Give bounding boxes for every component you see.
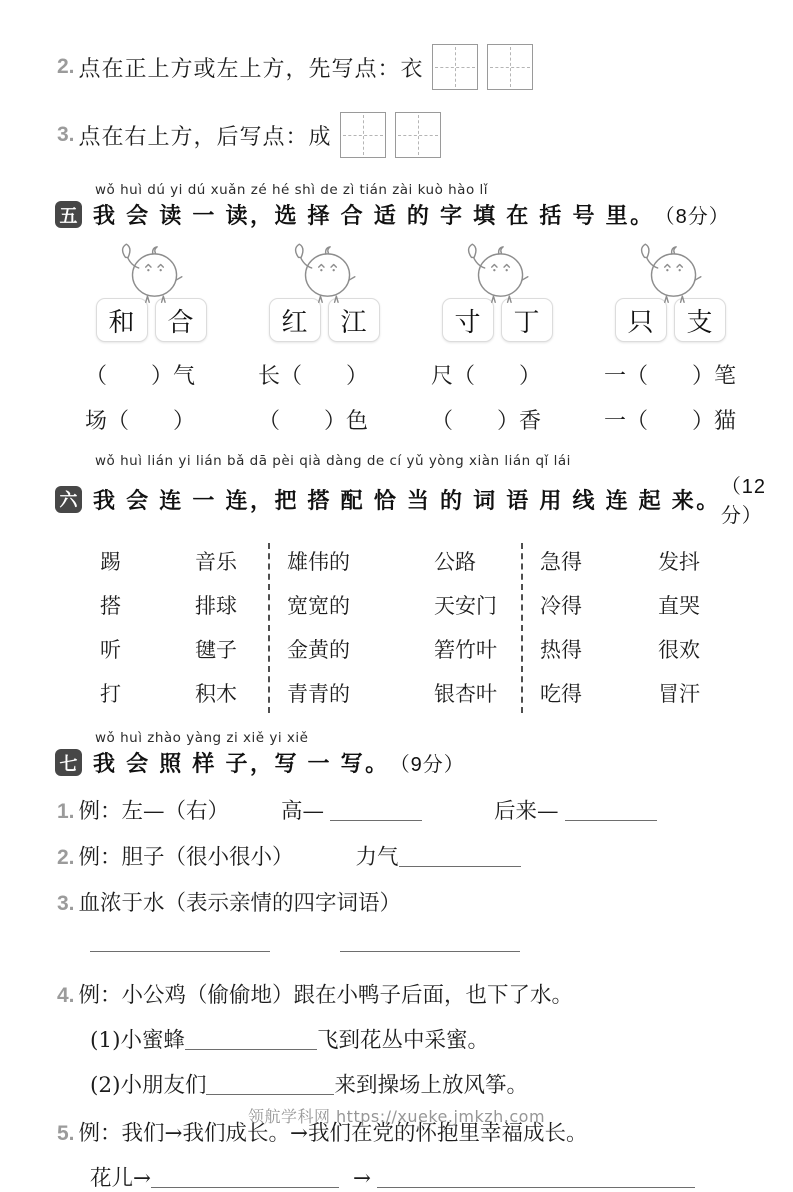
section-5-badge: 五 <box>55 201 82 228</box>
match-item[interactable]: 冷得 <box>540 594 582 618</box>
writing-grid-cell[interactable] <box>340 112 386 158</box>
match-item[interactable]: 音乐 <box>195 550 237 574</box>
item-number: 3. <box>57 123 75 146</box>
prompt-text: 后来— <box>494 799 559 824</box>
prompt-text: (1)小蜜蜂 <box>90 1028 185 1053</box>
fill-bracket-item[interactable]: （ ）气 <box>85 364 196 389</box>
character-card[interactable]: 江 <box>328 298 380 342</box>
match-item[interactable]: 发抖 <box>658 550 700 574</box>
match-item[interactable]: 毽子 <box>195 638 237 662</box>
s7-item-2 <box>0 840 793 871</box>
example-text: 例：我们→我们成长。→我们在党的怀抱里幸福成长。 <box>78 1121 588 1146</box>
match-item[interactable]: 雄伟的 <box>287 550 350 574</box>
section-5-title: 我 会 读 一 读，选 择 合 适 的 字 填 在 括 号 里。 <box>93 203 655 228</box>
match-item[interactable]: 箬竹叶 <box>434 638 497 662</box>
item-number: 5. <box>57 1122 75 1145</box>
answer-blank[interactable] <box>206 1094 334 1095</box>
match-item[interactable]: 吃得 <box>540 682 582 706</box>
writing-grid-group <box>432 44 533 90</box>
writing-grid-cell[interactable] <box>487 44 533 90</box>
section-7-badge: 七 <box>55 749 82 776</box>
answer-blank[interactable] <box>565 820 657 821</box>
match-column-de-phrases <box>523 540 638 716</box>
section-6-score: （12分） <box>720 476 767 527</box>
chick-icon <box>633 238 707 305</box>
character-pairs-row <box>0 238 793 342</box>
match-column-adjectives <box>270 540 421 716</box>
prompt-text: (2)小朋友们 <box>90 1073 207 1098</box>
fill-bracket-item[interactable]: （ ）色 <box>258 409 369 434</box>
match-item[interactable]: 宽宽的 <box>287 594 350 618</box>
chick-icon <box>287 238 361 305</box>
item-number: 3. <box>57 892 75 915</box>
character-pair-group <box>268 238 380 342</box>
example-text: 例：左—（右） <box>78 799 230 824</box>
character-card[interactable]: 支 <box>674 298 726 342</box>
arrow-text: → <box>353 1166 372 1191</box>
fill-bracket-row-2 <box>0 404 793 435</box>
character-card[interactable]: 寸 <box>442 298 494 342</box>
match-item[interactable]: 积木 <box>195 682 237 706</box>
match-item[interactable]: 听 <box>100 638 121 662</box>
character-card[interactable]: 和 <box>96 298 148 342</box>
answer-blank[interactable] <box>340 951 520 952</box>
section-7-header <box>0 730 793 778</box>
match-column-nouns <box>421 540 521 716</box>
s7-item-4-sub-2 <box>0 1068 793 1099</box>
section-5-score: （8分） <box>654 206 730 228</box>
match-item[interactable]: 直哭 <box>658 594 700 618</box>
match-column-objects <box>195 540 268 716</box>
example-text: 例：小公鸡（偷偷地）跟在小鸭子后面，也下了水。 <box>78 983 574 1008</box>
s7-item-3 <box>0 886 793 917</box>
match-item[interactable]: 打 <box>100 682 121 706</box>
item-number: 1. <box>57 800 75 823</box>
fill-bracket-item[interactable]: 长（ ） <box>258 364 369 389</box>
character-card[interactable]: 丁 <box>501 298 553 342</box>
s7-item-1 <box>0 794 793 825</box>
character-pair-group <box>95 238 207 342</box>
fill-bracket-item[interactable]: 一（ ）猫 <box>604 409 737 434</box>
writing-grid-cell[interactable] <box>432 44 478 90</box>
chick-icon <box>460 238 534 305</box>
matching-exercise <box>0 540 793 716</box>
section-6-title: 我 会 连 一 连，把 搭 配 恰 当 的 词 语 用 线 连 起 来。 <box>93 487 721 513</box>
answer-blank[interactable] <box>90 951 270 952</box>
match-item[interactable]: 公路 <box>434 550 476 574</box>
handwriting-rule-text: 点在正上方或左上方，先写点：衣 <box>78 56 424 82</box>
answer-blank[interactable] <box>185 1049 317 1050</box>
prompt-text: 力气 <box>355 845 399 870</box>
writing-grid-cell[interactable] <box>395 112 441 158</box>
match-item[interactable]: 银杏叶 <box>434 682 497 706</box>
character-pair-group <box>614 238 726 342</box>
answer-blank[interactable] <box>330 820 422 821</box>
match-item[interactable]: 青青的 <box>287 682 350 706</box>
watermark-footer: 领航学科网 https://xueke.jmkzh.com <box>247 1107 546 1126</box>
section-5-pinyin: wǒ huì dú yi dú xuǎn zé hé shì de zì tián zài kuò hào lǐ <box>95 182 488 198</box>
section-6-badge: 六 <box>55 486 82 513</box>
match-column-results <box>638 540 700 716</box>
prompt-text: 来到操场上放风筝。 <box>334 1073 528 1098</box>
fill-bracket-item[interactable]: （ ）香 <box>431 409 542 434</box>
section-6-pinyin: wǒ huì lián yi lián bǎ dā pèi qià dàng de cí yǔ yòng xiàn lián qǐ lái <box>95 453 571 469</box>
prompt-text: 血浓于水（表示亲情的四字词语） <box>78 891 402 916</box>
fill-bracket-row-1 <box>0 359 793 390</box>
character-card[interactable]: 只 <box>615 298 667 342</box>
match-item[interactable]: 踢 <box>100 550 121 574</box>
fill-bracket-item[interactable]: 尺（ ） <box>431 364 542 389</box>
match-item[interactable]: 排球 <box>195 594 237 618</box>
character-card[interactable]: 合 <box>155 298 207 342</box>
match-item[interactable]: 天安门 <box>434 594 497 618</box>
handwriting-item-2 <box>0 36 793 98</box>
prompt-text: 高— <box>281 799 325 824</box>
item-number: 4. <box>57 984 75 1007</box>
match-item[interactable]: 很欢 <box>658 638 700 662</box>
s7-item-4 <box>0 978 793 1009</box>
handwriting-rule-text: 点在右上方，后写点：成 <box>78 124 332 150</box>
worksheet-page <box>0 36 793 1191</box>
match-item[interactable]: 搭 <box>100 594 121 618</box>
section-7-title: 我 会 照 样 子，写 一 写。 <box>93 751 390 776</box>
match-column-verbs <box>50 540 195 716</box>
s7-item-3-blanks <box>0 951 793 956</box>
section-7-score: （9分） <box>389 754 465 776</box>
s7-item-4-sub-1 <box>0 1023 793 1054</box>
item-number: 2. <box>57 55 75 78</box>
character-card[interactable]: 红 <box>269 298 321 342</box>
character-pair-group <box>441 238 553 342</box>
prompt-text: 花儿→ <box>90 1166 152 1191</box>
item-number: 2. <box>57 846 75 869</box>
section-6-header <box>0 453 793 528</box>
answer-blank[interactable] <box>377 1187 695 1188</box>
handwriting-item-3 <box>0 104 793 166</box>
answer-blank[interactable] <box>151 1187 339 1188</box>
prompt-text: 飞到花丛中采蜜。 <box>316 1028 489 1053</box>
s7-item-5-blanks <box>0 1161 793 1192</box>
fill-bracket-item[interactable]: 一（ ）笔 <box>604 364 737 389</box>
match-item[interactable]: 冒汗 <box>658 682 700 706</box>
section-5-header <box>0 182 793 230</box>
fill-bracket-item[interactable]: 场（ ） <box>85 409 196 434</box>
match-item[interactable]: 急得 <box>540 550 582 574</box>
example-text: 例：胆子（很小很小） <box>78 845 294 870</box>
match-item[interactable]: 金黄的 <box>287 638 350 662</box>
section-7-pinyin: wǒ huì zhào yàng zi xiě yi xiě <box>95 730 309 746</box>
writing-grid-group <box>340 112 441 158</box>
answer-blank[interactable] <box>399 866 521 867</box>
match-item[interactable]: 热得 <box>540 638 582 662</box>
chick-icon <box>114 238 188 305</box>
